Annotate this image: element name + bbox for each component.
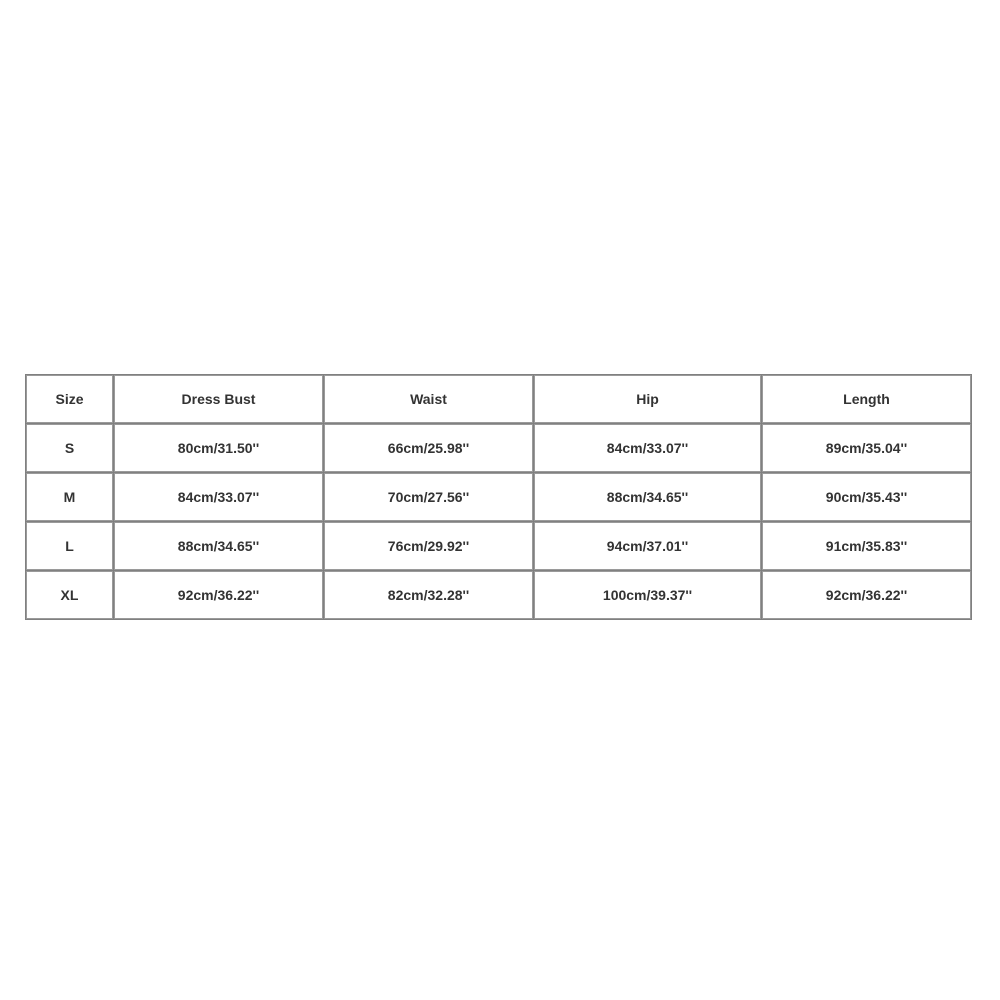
cell-size: M <box>26 473 113 521</box>
cell-length: 92cm/36.22'' <box>762 571 971 619</box>
cell-waist: 82cm/32.28'' <box>324 571 533 619</box>
cell-size: S <box>26 424 113 472</box>
cell-dress-bust: 84cm/33.07'' <box>114 473 323 521</box>
table-row <box>26 424 971 472</box>
cell-length: 90cm/35.43'' <box>762 473 971 521</box>
cell-length: 89cm/35.04'' <box>762 424 971 472</box>
cell-hip: 94cm/37.01'' <box>534 522 761 570</box>
cell-dress-bust: 88cm/34.65'' <box>114 522 323 570</box>
table-row <box>26 473 971 521</box>
table-row <box>26 522 971 570</box>
table-header-row <box>26 375 971 423</box>
header-dress-bust: Dress Bust <box>114 375 323 423</box>
header-size: Size <box>26 375 113 423</box>
header-waist: Waist <box>324 375 533 423</box>
header-hip: Hip <box>534 375 761 423</box>
cell-hip: 84cm/33.07'' <box>534 424 761 472</box>
cell-size: XL <box>26 571 113 619</box>
cell-hip: 88cm/34.65'' <box>534 473 761 521</box>
cell-length: 91cm/35.83'' <box>762 522 971 570</box>
cell-dress-bust: 80cm/31.50'' <box>114 424 323 472</box>
cell-size: L <box>26 522 113 570</box>
size-chart-table <box>25 374 972 620</box>
cell-waist: 66cm/25.98'' <box>324 424 533 472</box>
cell-dress-bust: 92cm/36.22'' <box>114 571 323 619</box>
cell-hip: 100cm/39.37'' <box>534 571 761 619</box>
cell-waist: 76cm/29.92'' <box>324 522 533 570</box>
cell-waist: 70cm/27.56'' <box>324 473 533 521</box>
header-length: Length <box>762 375 971 423</box>
table-row <box>26 571 971 619</box>
